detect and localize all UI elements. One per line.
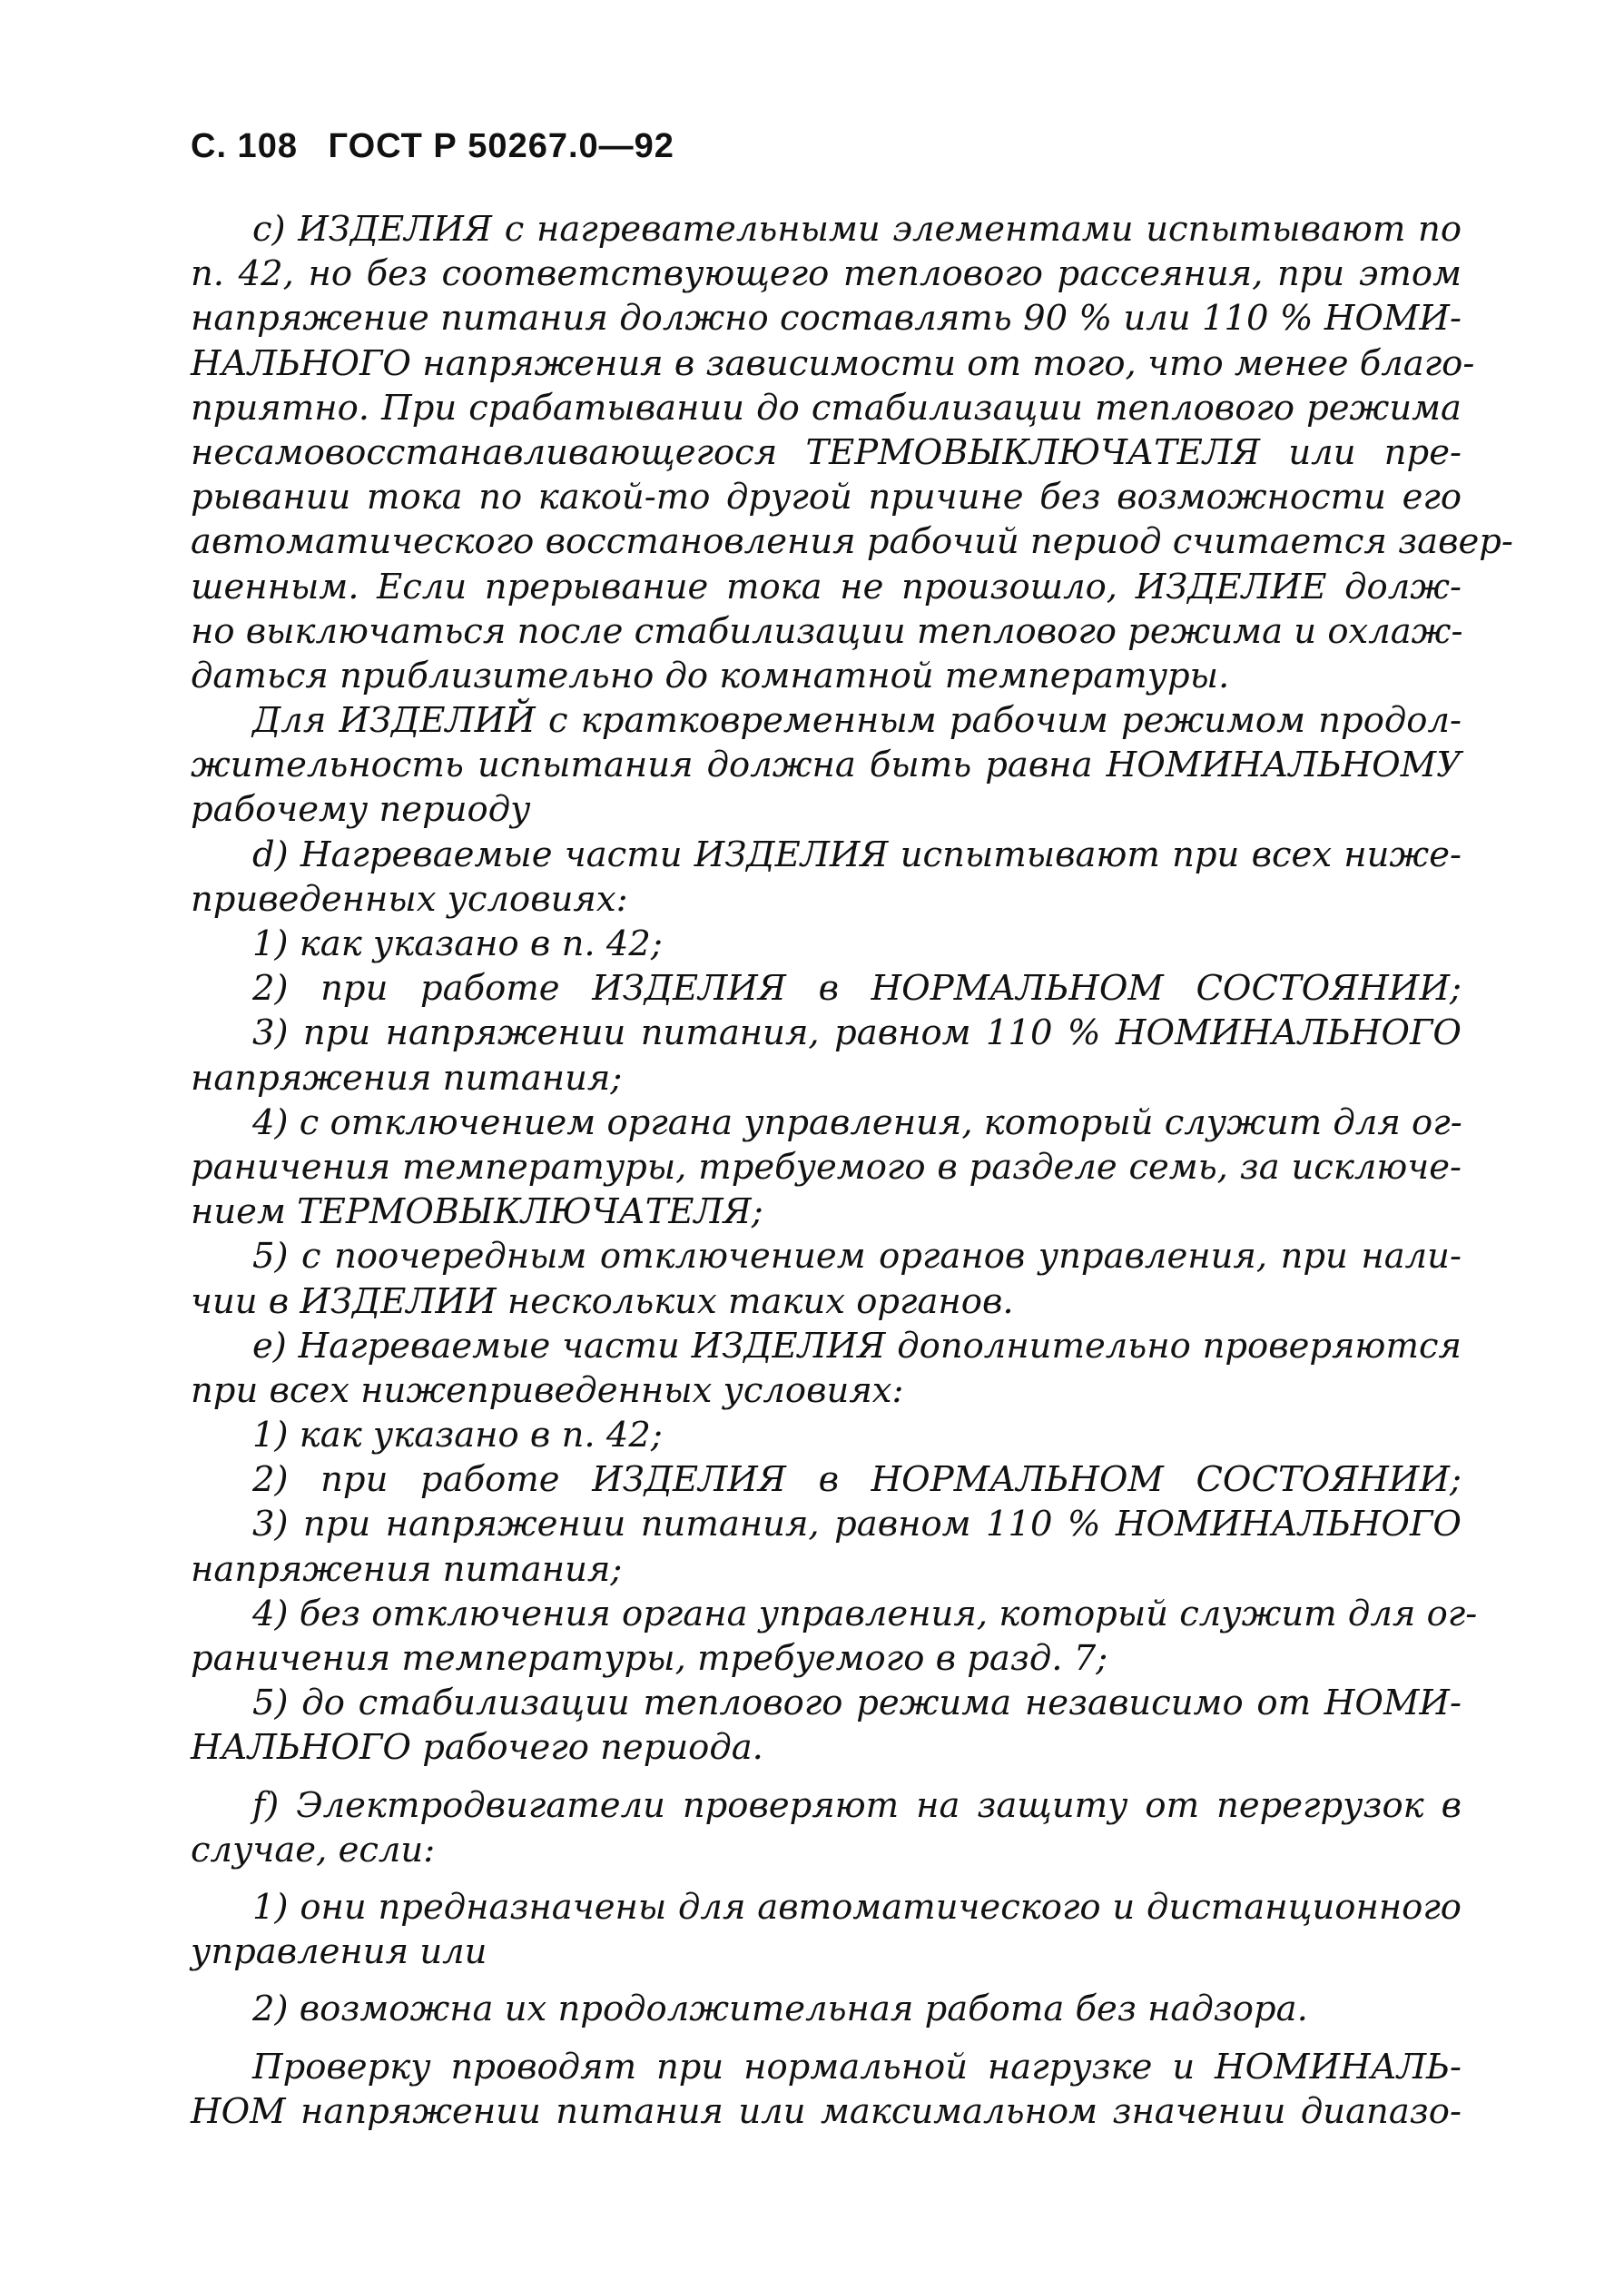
standard-designation: ГОСТ Р 50267.0—92 bbox=[328, 127, 674, 165]
text-line: Для ИЗДЕЛИЙ с кратковременным рабочим режимом продол- bbox=[252, 700, 1462, 742]
text-line: 2) при работе ИЗДЕЛИЯ в НОРМАЛЬНОМ СОСТОЯНИИ; bbox=[252, 1459, 1462, 1501]
text-line: приятно. При срабатывании до стабилизации теплового режима bbox=[191, 387, 1462, 429]
text-line: 5) до стабилизации теплового режима независимо от НОМИ- bbox=[252, 1683, 1462, 1724]
text-line: Проверку проводят при нормальной нагрузке и НОМИНАЛЬ- bbox=[252, 2046, 1462, 2088]
text-line: НАЛЬНОГО рабочего периода. bbox=[191, 1727, 763, 1769]
page-header bbox=[191, 127, 694, 166]
text-line: с) ИЗДЕЛИЯ с нагревательными элементами испытывают по bbox=[252, 209, 1462, 250]
text-line: напряжения питания; bbox=[191, 1548, 623, 1590]
text-line: НАЛЬНОГО напряжения в зависимости от того, что менее благо- bbox=[191, 342, 1475, 384]
text-line: 4) без отключения органа управления, который служит для ог- bbox=[252, 1593, 1478, 1634]
text-line: 4) с отключением органа управления, который служит для ог- bbox=[252, 1101, 1462, 1143]
body-text bbox=[191, 207, 1513, 2134]
text-line: НОМ напряжении питания или максимальном значении диапазо- bbox=[191, 2090, 1462, 2132]
text-line: раничения температуры, требуемого в разд. 7; bbox=[191, 1638, 1108, 1679]
text-line: п. 42, но без соответствующего теплового рассеяния, при этом bbox=[191, 253, 1462, 295]
text-line: 3) при напряжении питания, равном 110 % НОМИНАЛЬНОГО bbox=[252, 1012, 1462, 1054]
text-line: е) Нагреваемые части ИЗДЕЛИЯ дополнительно проверяются bbox=[252, 1325, 1462, 1367]
page-number: С. 108 bbox=[191, 127, 298, 165]
text-line: при всех нижеприведенных условиях: bbox=[191, 1369, 904, 1411]
text-line: 3) при напряжении питания, равном 110 % НОМИНАЛЬНОГО bbox=[252, 1504, 1462, 1545]
text-line: несамовосстанавливающегося ТЕРМОВЫКЛЮЧАТЕЛЯ или пре- bbox=[191, 431, 1462, 473]
text-line: раничения температуры, требуемого в разделе семь, за исключе- bbox=[191, 1146, 1462, 1188]
text-line: 1) как указано в п. 42; bbox=[252, 1415, 663, 1456]
text-line: 2) возможна их продолжительная работа без надзора. bbox=[252, 1989, 1308, 2030]
text-line: напряжения питания; bbox=[191, 1057, 623, 1099]
text-line: случае, если: bbox=[191, 1829, 436, 1870]
text-line: рабочему периоду bbox=[191, 789, 531, 831]
text-line: d) Нагреваемые части ИЗДЕЛИЯ испытывают при всех ниже- bbox=[252, 834, 1462, 875]
text-line: f) Электродвигатели проверяют на защиту от перегрузок в bbox=[252, 1784, 1462, 1826]
text-line: автоматического восстановления рабочий период считается завер- bbox=[191, 521, 1513, 563]
text-line: управления или bbox=[191, 1931, 487, 1973]
text-line: даться приблизительно до комнатной температуры. bbox=[191, 655, 1230, 696]
text-line: 5) с поочередным отключением органов управления, при нали- bbox=[252, 1236, 1462, 1278]
text-line: 2) при работе ИЗДЕЛИЯ в НОРМАЛЬНОМ СОСТОЯНИИ; bbox=[252, 968, 1462, 1010]
text-line: рывании тока по какой-то другой причине без возможности его bbox=[191, 477, 1462, 518]
text-line: но выключаться после стабилизации теплового режима и охлаж- bbox=[191, 610, 1463, 652]
text-line: приведенных условиях: bbox=[191, 878, 628, 920]
text-line: напряжение питания должно составлять 90 % или 110 % НОМИ- bbox=[191, 298, 1462, 340]
text-line: шенным. Если прерывание тока не произошло, ИЗДЕЛИЕ долж- bbox=[191, 566, 1462, 607]
text-line: нием ТЕРМОВЫКЛЮЧАТЕЛЯ; bbox=[191, 1191, 763, 1233]
text-line: 1) как указано в п. 42; bbox=[252, 923, 663, 964]
text-line: жительность испытания должна быть равна НОМИНАЛЬНОМУ bbox=[191, 745, 1462, 786]
text-line: чии в ИЗДЕЛИИ нескольких таких органов. bbox=[191, 1280, 1014, 1322]
text-line: 1) они предназначены для автоматического и дистанционного bbox=[252, 1886, 1462, 1928]
